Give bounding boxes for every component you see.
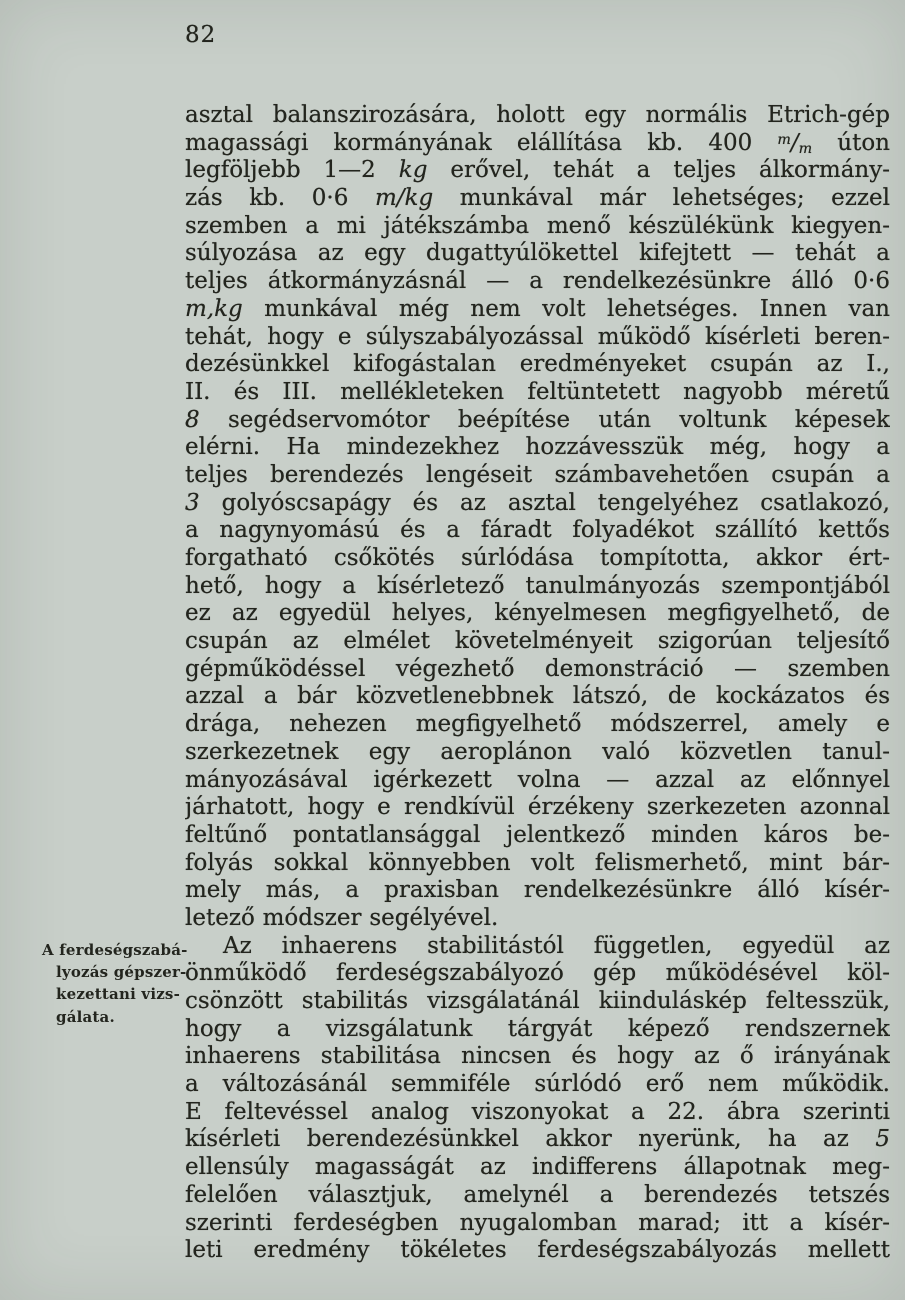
- text-line: mányozásával igérkezett volna — azzal az előnnyel: [185, 766, 890, 793]
- text-line: kísérleti berendezésünkkel akkor nyerünk, ha az 5: [185, 1126, 890, 1153]
- text-line: mely más, a praxisban rendelkezésünkre álló kísér-: [185, 877, 890, 904]
- page-number: 82: [185, 22, 217, 48]
- text-line: magassági kormányának elállítása kb. 400 $^m/_m$ úton: [185, 129, 890, 157]
- margin-note-line: A ferdeségszabá-: [42, 941, 188, 959]
- text-line: 8 segédservomótor beépítése után voltunk képesek: [185, 406, 890, 433]
- text-line: teljes berendezés lengéseit számbavehetően csupán a: [185, 461, 890, 488]
- text-line: önműködő ferdeségszabályozó gép működésével köl-: [185, 960, 890, 987]
- margin-note-line: lyozás gépszer-: [56, 963, 187, 982]
- paragraph: [185, 933, 890, 1265]
- text-line: m,kg munkával még nem volt lehetséges. Innen van: [185, 295, 890, 322]
- text-line: elérni. Ha mindezekhez hozzávesszük még, hogy a: [185, 434, 890, 461]
- text-line: ez az egyedül helyes, kényelmesen megfigyelhető, de: [185, 600, 890, 627]
- text-line: folyás sokkal könnyebben volt felismerhető, mint bár-: [185, 849, 890, 876]
- text-line: a változásánál semmiféle súrlódó erő nem működik.: [185, 1071, 890, 1098]
- text-line: súlyozása az egy dugattyúlökettel kifejtett — tehát a: [185, 240, 890, 267]
- text-line: legföljebb 1—2 kg erővel, tehát a teljes álkormány-: [185, 157, 890, 184]
- text-line: II. és III. mellékleteken feltüntetett nagyobb méretű: [185, 378, 890, 405]
- text-line: inhaerens stabilitása nincsen és hogy az ő irányának: [185, 1043, 890, 1070]
- text-line: asztal balanszirozására, holott egy normális Etrich-gép: [185, 102, 890, 128]
- text-line: zás kb. 0·6 m/kg munkával már lehetséges; ezzel: [185, 185, 890, 212]
- text-line: felelően választjuk, amelynél a berendezés tetszés: [185, 1181, 890, 1208]
- text-line: E feltevéssel analog viszonyokat a 22. ábra szerinti: [185, 1098, 890, 1125]
- text-line: ellensúly magasságát az indifferens állapotnak meg-: [185, 1154, 890, 1181]
- text-line: Az inhaerens stabilitástól független, egyedül az: [223, 932, 890, 959]
- margin-note-line: gálata.: [56, 1007, 115, 1026]
- text-line: forgatható csőkötés súrlódása tompította, akkor ért-: [185, 545, 890, 571]
- margin-note: [42, 939, 188, 1028]
- text-line: tehát, hogy e súlyszabályozással működő kísérleti beren-: [185, 323, 890, 350]
- text-line: csupán az elmélet követelményeit szigorúan teljesítő: [185, 628, 890, 655]
- text-line: csönzött stabilitás vizsgálatánál kiinduláskép feltesszük,: [185, 988, 890, 1014]
- text-line: leti eredmény tökéletes ferdeségszabályozás mellett: [185, 1237, 890, 1264]
- text-line: feltűnő pontatlansággal jelentkező minden káros be-: [185, 821, 890, 848]
- text-line: azzal a bár közvetlenebbnek látszó, de kockázatos és: [185, 683, 890, 710]
- text-line: szemben a mi játékszámba menő készülékünk kiegyen-: [185, 212, 890, 239]
- margin-note-line: kezettani vizs-: [56, 985, 181, 1004]
- text-line: gépműködéssel végezhető demonstráció — szemben: [185, 655, 890, 682]
- text-line: 3 golyóscsapágy és az asztal tengelyéhez csatlakozó,: [185, 489, 890, 516]
- text-line: a nagynyomású és a fáradt folyadékot szállító kettős: [185, 517, 890, 544]
- text-line: dezésünkkel kifogástalan eredményeket csupán az I.,: [185, 351, 890, 378]
- text-line: hogy a vizsgálatunk tárgyát képező rendszernek: [185, 1015, 890, 1042]
- text-line: drága, nehezen megfigyelhető módszerrel, amely e: [185, 711, 890, 738]
- text-line: hető, hogy a kísérletező tanulmányozás szempontjából: [185, 572, 890, 599]
- paragraph: [185, 102, 890, 933]
- text-line: letező módszer segélyével.: [185, 904, 499, 931]
- text-line: szerinti ferdeségben nyugalomban marad; itt a kísér-: [185, 1209, 890, 1236]
- text-line: járhatott, hogy e rendkívül érzékeny szerkezeten azonnal: [185, 794, 890, 821]
- body-text: [185, 102, 890, 1265]
- text-line: szerkezetnek egy aeroplánon való közvetlen tanul-: [185, 738, 890, 765]
- text-line: teljes átkormányzásnál — a rendelkezésünkre álló 0·6: [185, 268, 890, 295]
